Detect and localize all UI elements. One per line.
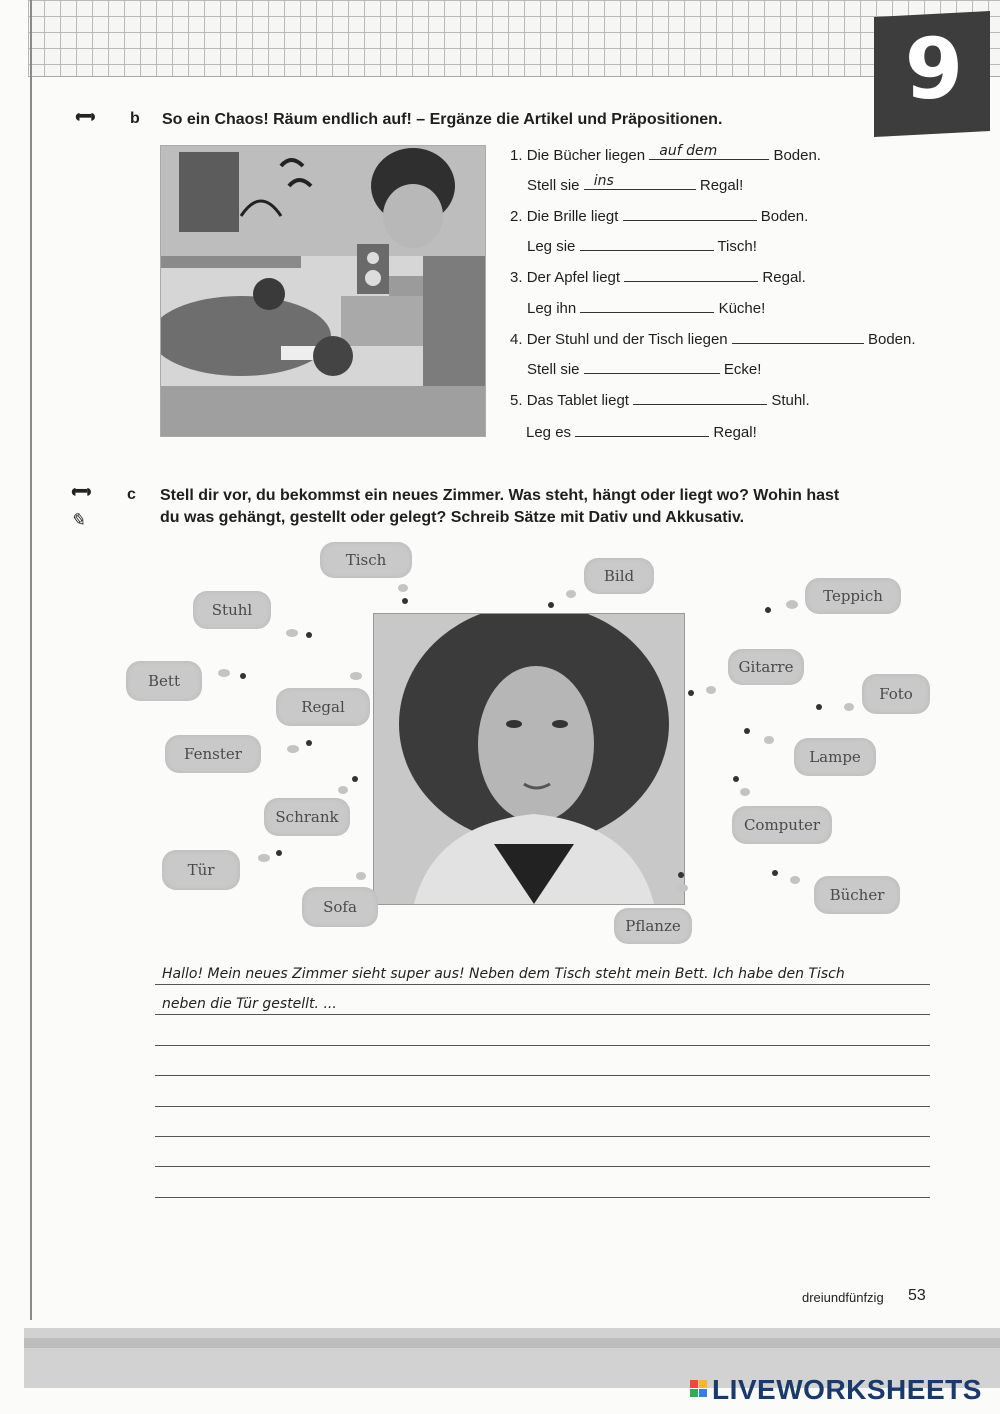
exercise-c-title-line1: Stell dir vor, du bekommst ein neues Zimmer. Was steht, hängt oder liegt wo? Wohin hast bbox=[160, 487, 840, 504]
exercise-c-letter: c bbox=[127, 486, 136, 503]
sentence-2b bbox=[527, 236, 757, 255]
bubble-dot bbox=[338, 786, 348, 794]
word-bubble-pflanze: Pflanze bbox=[614, 908, 692, 944]
bubble-dot bbox=[287, 745, 299, 753]
bubble-dot bbox=[306, 740, 312, 746]
word-bubble-sofa: Sofa bbox=[302, 887, 378, 927]
sentence-text: Die Brille liegt bbox=[526, 208, 619, 225]
sentence-text: Stell sie bbox=[527, 177, 580, 194]
answer-blank[interactable] bbox=[580, 298, 714, 313]
sentence-end: Boden. bbox=[773, 147, 821, 164]
word-bubble-stuhl: Stuhl bbox=[193, 591, 271, 629]
bubble-dot bbox=[786, 600, 798, 609]
writing-line[interactable] bbox=[155, 1045, 930, 1046]
answer-blank[interactable] bbox=[649, 145, 769, 160]
answer-blank[interactable] bbox=[732, 329, 864, 344]
writing-line[interactable] bbox=[155, 1197, 930, 1198]
answer-blank[interactable] bbox=[623, 206, 757, 221]
bubble-dot bbox=[356, 872, 366, 880]
chapter-number: 9 bbox=[904, 20, 964, 118]
bubble-dot bbox=[352, 776, 358, 782]
item-number: 2. bbox=[510, 208, 523, 225]
pencil-icon: ✎ bbox=[70, 510, 86, 530]
writing-line[interactable] bbox=[155, 1014, 930, 1015]
liveworksheets-brand[interactable]: LIVEWORKSHEETS bbox=[712, 1374, 982, 1405]
sentence-text: Der Stuhl und der Tisch liegen bbox=[526, 331, 728, 348]
page-number: 53 bbox=[908, 1287, 926, 1304]
word-bubble-gitarre: Gitarre bbox=[728, 649, 804, 685]
word-bubble-bild: Bild bbox=[584, 558, 654, 594]
bubble-dot bbox=[772, 870, 778, 876]
bubble-dot bbox=[286, 629, 298, 637]
bubble-dot bbox=[688, 690, 694, 696]
bubble-dot bbox=[306, 632, 312, 638]
bubble-dot bbox=[398, 584, 408, 592]
bubble-dot bbox=[790, 876, 800, 884]
answer-blank[interactable] bbox=[633, 390, 767, 405]
sentence-1b bbox=[527, 175, 743, 194]
bubble-dot bbox=[678, 872, 684, 878]
item-number: 3. bbox=[510, 269, 523, 286]
sentence-end: Regal! bbox=[699, 177, 744, 194]
word-bubble-teppich: Teppich bbox=[805, 578, 901, 614]
word-bubble-buecher: Bücher bbox=[814, 876, 900, 914]
sentence-5a bbox=[510, 390, 810, 409]
bubble-dot bbox=[276, 850, 282, 856]
word-bubble-bett: Bett bbox=[126, 661, 202, 701]
sentence-4a bbox=[510, 329, 916, 348]
sentence-end: Regal! bbox=[713, 424, 757, 441]
bubble-dot bbox=[744, 728, 750, 734]
exercise-b-title: So ein Chaos! Räum endlich auf! – Ergänze die Artikel und Präpositionen. bbox=[162, 111, 723, 128]
answer-blank[interactable] bbox=[584, 359, 720, 374]
bubble-dot bbox=[240, 673, 246, 679]
word-bubble-computer: Computer bbox=[732, 806, 832, 844]
item-number: 4. bbox=[510, 331, 523, 348]
answer-blank[interactable] bbox=[580, 236, 714, 251]
word-bubble-schrank: Schrank bbox=[264, 798, 350, 836]
sentence-text: Stell sie bbox=[527, 361, 580, 378]
sentence-5b bbox=[526, 422, 757, 441]
sentence-end: Regal. bbox=[762, 269, 806, 286]
writing-line[interactable] bbox=[155, 1075, 930, 1076]
bubble-dot bbox=[676, 884, 688, 892]
word-bubble-foto: Foto bbox=[862, 674, 930, 714]
bubble-dot bbox=[764, 736, 774, 744]
page-label: dreiundfünfzig bbox=[802, 1290, 884, 1305]
sentence-text: Die Bücher liegen bbox=[526, 147, 646, 164]
word-bubble-lampe: Lampe bbox=[794, 738, 876, 776]
audio-icon[interactable]: ◖━◗ bbox=[72, 106, 96, 126]
sentence-end: Boden. bbox=[867, 331, 916, 348]
word-bubble-tuer: Tür bbox=[162, 850, 240, 890]
bubble-dot bbox=[706, 686, 716, 694]
bubble-dot bbox=[765, 607, 771, 613]
bubble-dot bbox=[548, 602, 554, 608]
bubble-dot bbox=[258, 854, 270, 862]
bubble-dot bbox=[566, 590, 576, 598]
bubble-dot bbox=[740, 788, 750, 796]
sentence-text: Leg sie bbox=[527, 238, 576, 255]
word-bubble-tisch: Tisch bbox=[320, 542, 412, 578]
sentence-end: Ecke! bbox=[723, 361, 762, 378]
writing-line[interactable] bbox=[155, 1106, 930, 1107]
answer-blank[interactable] bbox=[575, 422, 709, 437]
answer-blank[interactable] bbox=[584, 175, 696, 190]
sentence-text: Das Tablet liegt bbox=[526, 392, 629, 409]
handwritten-answer-line-2: neben die Tür gestellt. ... bbox=[162, 996, 337, 1012]
word-bubble-regal: Regal bbox=[276, 688, 370, 726]
room-illustration bbox=[160, 145, 486, 437]
answer-blank[interactable] bbox=[624, 267, 758, 282]
sentence-text: Der Apfel liegt bbox=[526, 269, 621, 286]
sentence-end: Boden. bbox=[760, 208, 809, 225]
word-bubble-fenster: Fenster bbox=[165, 735, 261, 773]
sentence-3a bbox=[510, 267, 806, 286]
margin-line bbox=[30, 0, 32, 1320]
writing-line[interactable] bbox=[155, 984, 930, 985]
handwritten-answer-line-1: Hallo! Mein neues Zimmer sieht super aus! Neben dem Tisch steht mein Bett. Ich habe den Tisch bbox=[162, 966, 845, 982]
sentence-1a bbox=[510, 145, 821, 164]
sentence-4b bbox=[527, 359, 761, 378]
item-number: 5. bbox=[510, 392, 523, 409]
bubble-dot bbox=[816, 704, 822, 710]
sentence-2a bbox=[510, 206, 808, 225]
portrait-photo bbox=[373, 613, 685, 905]
bubble-dot bbox=[733, 776, 739, 782]
exercise-c-title-line2: du was gehängt, gestellt oder gelegt? Schreib Sätze mit Dativ und Akkusativ. bbox=[160, 509, 745, 526]
audio-icon[interactable]: ◖━◗ bbox=[68, 481, 92, 501]
bubble-dot bbox=[218, 669, 230, 677]
writing-line[interactable] bbox=[155, 1136, 930, 1137]
footer-scan-shadow-inner bbox=[24, 1338, 1000, 1348]
exercise-b-letter: b bbox=[130, 110, 140, 127]
item-number: 1. bbox=[510, 147, 523, 164]
bubble-dot bbox=[350, 672, 362, 680]
liveworksheets-logo-icon bbox=[690, 1380, 708, 1398]
writing-line[interactable] bbox=[155, 1166, 930, 1167]
handwritten-answer: auf dem bbox=[659, 143, 718, 159]
handwritten-answer: ins bbox=[593, 173, 614, 189]
messy-room-drawing bbox=[161, 146, 485, 436]
bubble-dot bbox=[844, 703, 854, 711]
sentence-text: Leg es bbox=[526, 424, 572, 441]
sentence-end: Küche! bbox=[718, 300, 766, 317]
bubble-dot bbox=[402, 598, 408, 604]
grid-header-strip bbox=[28, 0, 1000, 77]
sentence-text: Leg ihn bbox=[527, 300, 577, 317]
boy-portrait bbox=[374, 614, 684, 904]
sentence-end: Tisch! bbox=[717, 238, 757, 255]
sentence-end: Stuhl. bbox=[771, 392, 810, 409]
sentence-3b bbox=[527, 298, 765, 317]
